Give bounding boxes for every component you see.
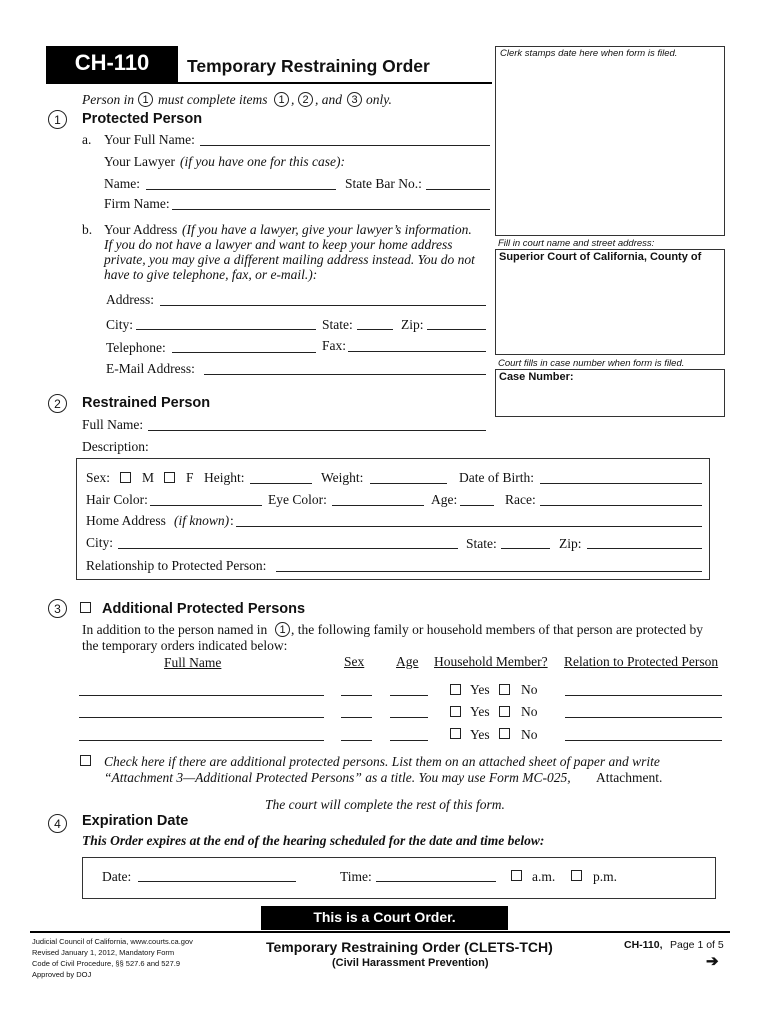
restrained-zip-field[interactable] bbox=[587, 548, 702, 549]
home-address-field[interactable] bbox=[236, 526, 702, 527]
hearing-box bbox=[82, 857, 716, 899]
person-2-sex-field[interactable] bbox=[341, 717, 372, 718]
footer-form-ref: CH-110, bbox=[624, 939, 663, 951]
protected-full-name-label: Your Full Name: bbox=[104, 132, 195, 147]
lawyer-label: Your Lawyer bbox=[104, 154, 175, 169]
col-sex: Sex bbox=[344, 654, 365, 669]
person-1-no-label: No bbox=[521, 682, 538, 697]
telephone-label: Telephone: bbox=[106, 340, 166, 355]
address-hint-3: private, you may give a different mailing address instead. You do not bbox=[104, 252, 475, 267]
s3-intro-circle: 1 bbox=[275, 622, 290, 637]
restrained-full-name-label: Full Name: bbox=[82, 417, 144, 432]
additional-persons-text-1: Check here if there are additional protected persons. List them on an attached sheet of paper and write bbox=[104, 754, 660, 769]
race-label: Race: bbox=[505, 492, 536, 507]
intro-circle-c: 3 bbox=[347, 92, 362, 107]
restrained-city-field[interactable] bbox=[118, 548, 458, 549]
am-checkbox[interactable] bbox=[511, 870, 522, 881]
person-1-name-field[interactable] bbox=[79, 695, 324, 696]
state-field[interactable] bbox=[357, 329, 393, 330]
lawyer-name-label: Name: bbox=[104, 176, 140, 191]
eye-label: Eye Color: bbox=[268, 492, 327, 507]
person-3-no-checkbox[interactable] bbox=[499, 728, 510, 739]
footer-line-4: Approved by DOJ bbox=[32, 970, 92, 979]
sex-m-label: M bbox=[142, 470, 155, 485]
height-label: Height: bbox=[204, 470, 245, 485]
dob-field[interactable] bbox=[540, 483, 702, 484]
section-2-title: Restrained Person bbox=[82, 395, 211, 411]
address-field[interactable] bbox=[160, 305, 486, 306]
home-address-hint: (if known) bbox=[174, 513, 230, 528]
court-order-text: This is a Court Order. bbox=[313, 909, 456, 925]
footer-subtitle: (Civil Harassment Prevention) bbox=[332, 957, 489, 969]
col-relation: Relation to Protected Person bbox=[564, 654, 719, 669]
person-2-yes-checkbox[interactable] bbox=[450, 706, 461, 717]
height-field[interactable] bbox=[250, 483, 312, 484]
am-label: a.m. bbox=[532, 869, 556, 884]
relationship-label: Relationship to Protected Person: bbox=[86, 558, 267, 573]
person-1-yes-checkbox[interactable] bbox=[450, 684, 461, 695]
person-1-relation-field[interactable] bbox=[565, 695, 722, 696]
state-label: State: bbox=[322, 317, 353, 332]
person-3-sex-field[interactable] bbox=[341, 740, 372, 741]
dob-label: Date of Birth: bbox=[459, 470, 534, 485]
protected-full-name-field[interactable] bbox=[200, 145, 490, 146]
sex-m-checkbox[interactable] bbox=[120, 472, 131, 483]
age-field[interactable] bbox=[460, 505, 494, 506]
email-label: E-Mail Address: bbox=[106, 361, 195, 376]
fax-field[interactable] bbox=[348, 351, 486, 352]
person-1-age-field[interactable] bbox=[390, 695, 428, 696]
court-completes-note: The court will complete the rest of this form. bbox=[265, 797, 505, 812]
hair-field[interactable] bbox=[150, 505, 262, 506]
form-title: Temporary Restraining Order bbox=[187, 56, 430, 76]
additional-persons-text-2b: Attachment. bbox=[596, 770, 663, 785]
restrained-state-label: State: bbox=[466, 536, 497, 551]
restrained-zip-label: Zip: bbox=[559, 536, 582, 551]
state-bar-label: State Bar No.: bbox=[345, 176, 422, 191]
intro-pre: Person in bbox=[82, 92, 135, 107]
s3-intro-pre: In addition to the person named in bbox=[82, 622, 268, 637]
col-full-name: Full Name bbox=[164, 655, 222, 670]
person-2-yes-label: Yes bbox=[470, 704, 490, 719]
intro-circle-1: 1 bbox=[138, 92, 153, 107]
case-number-label: Case Number: bbox=[499, 371, 574, 383]
footer-line-1: Judicial Council of California, www.courts.ca.gov bbox=[32, 937, 193, 946]
section-1-number: 1 bbox=[48, 110, 67, 129]
firm-name-label: Firm Name: bbox=[104, 196, 170, 211]
person-3-name-field[interactable] bbox=[79, 740, 324, 741]
hearing-date-field[interactable] bbox=[138, 881, 296, 882]
person-3-age-field[interactable] bbox=[390, 740, 428, 741]
section-4-title: Expiration Date bbox=[82, 813, 189, 829]
race-field[interactable] bbox=[540, 505, 702, 506]
section-3-number: 3 bbox=[48, 599, 67, 618]
additional-persons-checkbox[interactable] bbox=[80, 755, 91, 766]
section-1-title: Protected Person bbox=[82, 111, 203, 127]
person-3-no-label: No bbox=[521, 727, 538, 742]
sex-f-checkbox[interactable] bbox=[164, 472, 175, 483]
state-bar-field[interactable] bbox=[426, 189, 490, 190]
footer-title: Temporary Restraining Order (CLETS-TCH) bbox=[266, 939, 553, 955]
col-household: Household Member? bbox=[434, 654, 548, 669]
age-label: Age: bbox=[431, 492, 458, 507]
restrained-city-label: City: bbox=[86, 535, 114, 550]
zip-field[interactable] bbox=[427, 329, 486, 330]
additional-persons-text-2: “Attachment 3—Additional Protected Persons” as a title. You may use Form MC-025, bbox=[104, 770, 571, 785]
person-1-sex-field[interactable] bbox=[341, 695, 372, 696]
intro-mid: must complete items bbox=[158, 92, 268, 107]
intro-circle-a: 1 bbox=[274, 92, 289, 107]
fax-label: Fax: bbox=[322, 338, 347, 353]
court-name-box[interactable] bbox=[495, 249, 725, 355]
section-3-title: Additional Protected Persons bbox=[102, 601, 306, 617]
hearing-time-field[interactable] bbox=[376, 881, 496, 882]
eye-field[interactable] bbox=[332, 505, 424, 506]
header-rule bbox=[46, 82, 492, 84]
weight-field[interactable] bbox=[370, 483, 447, 484]
section-3-checkbox[interactable] bbox=[80, 602, 91, 613]
address-hint-1: (If you have a lawyer, give your lawyer’s information. bbox=[182, 222, 472, 237]
section-4-number: 4 bbox=[48, 814, 67, 833]
clerk-stamp-box[interactable] bbox=[495, 46, 725, 236]
footer-page: Page 1 of 5 bbox=[670, 939, 724, 951]
sex-label: Sex: bbox=[86, 470, 111, 485]
city-label: City: bbox=[106, 317, 134, 332]
person-3-relation-field[interactable] bbox=[565, 740, 722, 741]
intro-comma: , bbox=[291, 92, 295, 107]
s1-a-letter: a. bbox=[82, 132, 92, 147]
footer-line-3: Code of Civil Procedure, §§ 527.6 and 527.9 bbox=[32, 959, 181, 968]
telephone-field[interactable] bbox=[172, 352, 316, 353]
section-2-number: 2 bbox=[48, 394, 67, 413]
person-2-name-field[interactable] bbox=[79, 717, 324, 718]
zip-label: Zip: bbox=[401, 317, 424, 332]
clerk-stamp-note: Clerk stamps date here when form is filed. bbox=[500, 48, 678, 59]
lawyer-hint: (if you have one for this case): bbox=[180, 154, 345, 169]
intro-post: only. bbox=[366, 92, 392, 107]
person-2-relation-field[interactable] bbox=[565, 717, 722, 718]
firm-name-field[interactable] bbox=[172, 209, 490, 210]
home-address-colon: : bbox=[230, 513, 234, 528]
form-number: CH-110 bbox=[74, 50, 150, 75]
hearing-date-label: Date: bbox=[102, 869, 132, 884]
address-label: Your Address bbox=[104, 222, 178, 237]
person-3-yes-label: Yes bbox=[470, 727, 490, 742]
person-1-no-checkbox[interactable] bbox=[499, 684, 510, 695]
pm-checkbox[interactable] bbox=[571, 870, 582, 881]
address-field-label: Address: bbox=[106, 292, 154, 307]
restrained-state-field[interactable] bbox=[501, 548, 550, 549]
pm-label: p.m. bbox=[593, 869, 618, 884]
footer-line-2: Revised January 1, 2012, Mandatory Form bbox=[32, 948, 175, 957]
relationship-field[interactable] bbox=[276, 571, 702, 572]
address-hint-2: If you do not have a lawyer and want to keep your home address bbox=[104, 237, 453, 252]
person-2-no-checkbox[interactable] bbox=[499, 706, 510, 717]
col-age: Age bbox=[396, 654, 419, 669]
footer-rule bbox=[30, 931, 730, 933]
lawyer-name-field[interactable] bbox=[146, 189, 336, 190]
court-name-note: Fill in court name and street address: bbox=[498, 238, 655, 249]
section-4-subtitle: This Order expires at the end of the hearing scheduled for the date and time below: bbox=[82, 833, 545, 848]
email-field[interactable] bbox=[204, 374, 486, 375]
weight-label: Weight: bbox=[321, 470, 364, 485]
s3-intro-post: , the following family or household members of that person are protected by bbox=[291, 622, 704, 637]
person-1-yes-label: Yes bbox=[470, 682, 490, 697]
s1-b-letter: b. bbox=[82, 222, 93, 237]
case-number-note: Court fills in case number when form is filed. bbox=[498, 358, 685, 369]
s3-intro-2: the temporary orders indicated below: bbox=[82, 638, 288, 653]
person-2-no-label: No bbox=[521, 704, 538, 719]
intro-and: , and bbox=[315, 92, 342, 107]
restrained-full-name-field[interactable] bbox=[148, 430, 486, 431]
intro-circle-b: 2 bbox=[298, 92, 313, 107]
person-2-age-field[interactable] bbox=[390, 717, 428, 718]
sex-f-label: F bbox=[186, 470, 194, 485]
address-hint-4: have to give telephone, fax, or e-mail.): bbox=[104, 267, 318, 282]
hearing-time-label: Time: bbox=[340, 869, 372, 884]
court-name-label: Superior Court of California, County of bbox=[499, 251, 702, 263]
city-field[interactable] bbox=[136, 329, 316, 330]
hair-label: Hair Color: bbox=[86, 492, 148, 507]
person-3-yes-checkbox[interactable] bbox=[450, 728, 461, 739]
description-label: Description: bbox=[82, 439, 149, 454]
next-page-arrow-icon[interactable]: ➔ bbox=[706, 953, 719, 970]
home-address-label: Home Address bbox=[86, 513, 166, 528]
